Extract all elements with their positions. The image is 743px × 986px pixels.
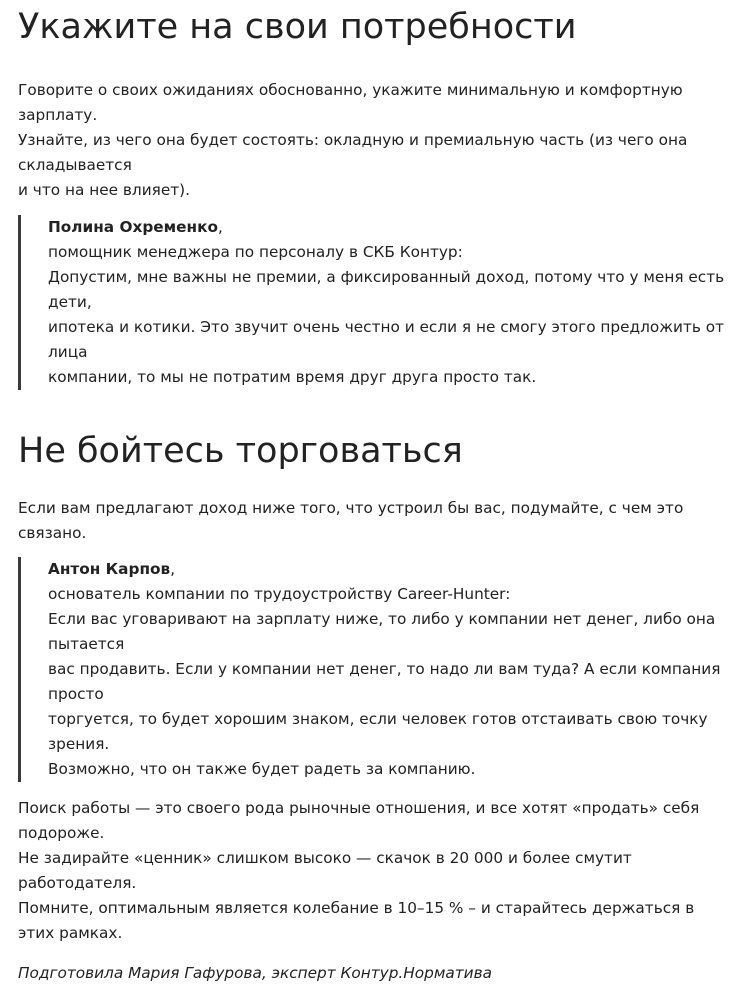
quote-text-line: торгуется, то будет хорошим знаком, если человек готов отстаивать свою точку зрения. <box>48 710 708 753</box>
intro-line: и что на нее влияет). <box>18 181 190 199</box>
intro-line: Узнайте, из чего она будет состоять: окладную и премиальную часть (из чего она складывается <box>18 131 688 174</box>
section-heading-needs: Укажите на свои потребности <box>18 7 577 47</box>
blockquote-karpov <box>18 557 733 782</box>
quote-author-suffix: , <box>170 560 176 578</box>
quote-text-line: Допустим, мне важны не премии, а фиксированный доход, потому что у меня есть дети, <box>48 268 725 311</box>
quote-author: Полина Охременко <box>48 218 218 236</box>
quote-author-line <box>48 215 733 240</box>
closing-line: Не задирайте «ценник» слишком высоко — скачок в 20 000 и более смутит работодателя. <box>18 849 632 892</box>
quote-author-line <box>48 557 733 582</box>
quote-text-line: ипотека и котики. Это звучит очень честно и если я не смогу этого предложить от лица <box>48 318 725 361</box>
quote-text-line: Возможно, что он также будет радеть за компанию. <box>48 760 476 778</box>
quote-text-line: вас продавить. Если у компании нет денег, то надо ли вам туда? А если компания просто <box>48 660 721 703</box>
quote-role: помощник менеджера по персоналу в СКБ Контур: <box>48 243 463 261</box>
intro-line: Говорите о своих ожиданиях обоснованно, укажите минимальную и комфортную зарплату. <box>18 81 683 124</box>
section-intro-needs <box>18 78 733 203</box>
author-credit: Подготовила Мария Гафурова, эксперт Контур.Норматива <box>18 964 492 982</box>
quote-author: Антон Карпов <box>48 560 171 578</box>
quote-role: основатель компании по трудоустройству Career-Hunter: <box>48 585 511 603</box>
section-intro-negotiate: Если вам предлагают доход ниже того, что устроил бы вас, подумайте, с чем это связано. <box>18 499 684 542</box>
quote-text-line: Если вас уговаривают на зарплату ниже, то либо у компании нет денег, либо она пытается <box>48 610 716 653</box>
closing-line: Поиск работы — это своего рода рыночные отношения, и все хотят «продать» себя подороже. <box>18 799 700 842</box>
blockquote-okhremenko <box>18 215 733 390</box>
quote-author-suffix: , <box>217 218 223 236</box>
section-heading-negotiate: Не бойтесь торговаться <box>18 431 463 471</box>
quote-text-line: компании, то мы не потратим время друг друга просто так. <box>48 368 537 386</box>
closing-paragraph <box>18 796 733 946</box>
closing-line: Помните, оптимальным является колебание в 10–15 % – и старайтесь держаться в этих рамках. <box>18 899 695 942</box>
